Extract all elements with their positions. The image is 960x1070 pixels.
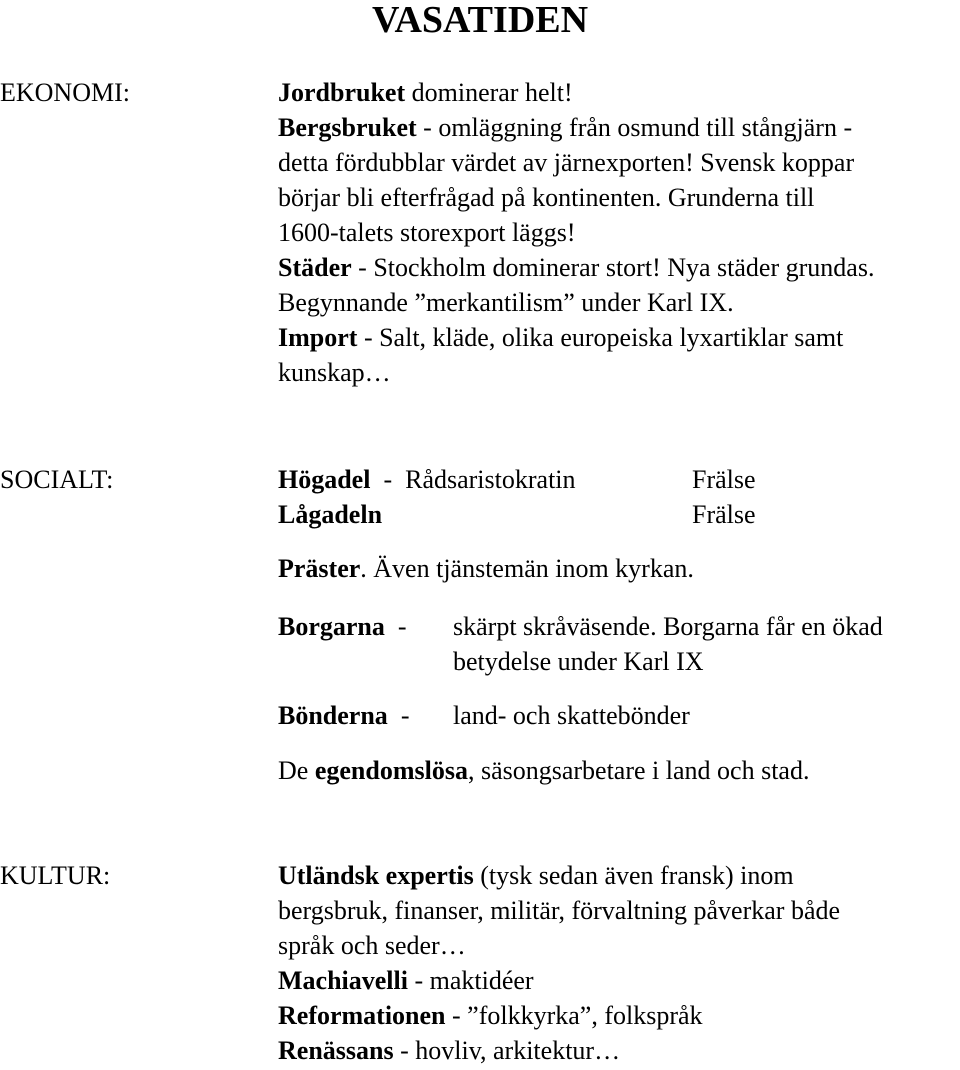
ekonomi-line-6: Städer - Stockholm dominerar stort! Nya städer grundas. bbox=[278, 253, 875, 282]
kultur-line-2: bergsbruk, finanser, militär, förvaltning påverkar både bbox=[278, 896, 841, 925]
ekonomi-line-9: kunskap… bbox=[278, 358, 391, 387]
ekonomi-line-5: 1600-talets storexport läggs! bbox=[278, 218, 576, 247]
ekonomi-line-4: börjar bli efterfrågad på kontinenten. Grunderna till bbox=[278, 183, 815, 212]
ekonomi-line-8: Import - Salt, kläde, olika europeiska lyxartiklar samt bbox=[278, 323, 844, 352]
ekonomi-label: EKONOMI: bbox=[0, 78, 130, 107]
kultur-line-4: Machiavelli - maktidéer bbox=[278, 966, 534, 995]
ekonomi-line-1: Jordbruket dominerar helt! bbox=[278, 78, 573, 107]
page-title: VASATIDEN bbox=[371, 0, 589, 41]
kultur-label: KULTUR: bbox=[0, 861, 111, 890]
ekonomi-section bbox=[278, 75, 958, 390]
hogadel-line: Högadel - Rådsaristokratin Frälse bbox=[278, 462, 958, 497]
fralse-1: Frälse bbox=[692, 465, 756, 494]
ekonomi-line-2: Bergsbruket - omläggning från osmund till stångjärn - bbox=[278, 113, 853, 142]
borgarna-line-2: betydelse under Karl IX bbox=[453, 647, 704, 676]
kultur-line-1: Utländsk expertis (tysk sedan även fransk) inom bbox=[278, 861, 794, 890]
egendomslosa-line: De egendomslösa, säsongsarbetare i land och stad. bbox=[278, 756, 810, 785]
ekonomi-line-7: Begynnande ”merkantilism” under Karl IX. bbox=[278, 288, 734, 317]
kultur-line-6: Renässans - hovliv, arkitektur… bbox=[278, 1036, 621, 1065]
prast-line: Präster. Även tjänstemän inom kyrkan. bbox=[278, 554, 694, 583]
lagadel-line: Lågadeln Frälse bbox=[278, 497, 958, 532]
kultur-line-5: Reformationen - ”folkkyrka”, folkspråk bbox=[278, 1001, 703, 1030]
kultur-line-3: språk och seder… bbox=[278, 931, 466, 960]
kultur-section bbox=[278, 858, 958, 1068]
socialt-label: SOCIALT: bbox=[0, 465, 114, 494]
ekonomi-line-3: detta fördubblar värdet av järnexporten! Svensk koppar bbox=[278, 148, 855, 177]
fralse-2: Frälse bbox=[692, 500, 756, 529]
borgarna-line: Borgarna - skärpt skråväsende. Borgarna får en ökad bbox=[278, 612, 883, 641]
socialt-section bbox=[278, 462, 958, 802]
bonderna-line: Bönderna - land- och skattebönder bbox=[278, 701, 690, 730]
